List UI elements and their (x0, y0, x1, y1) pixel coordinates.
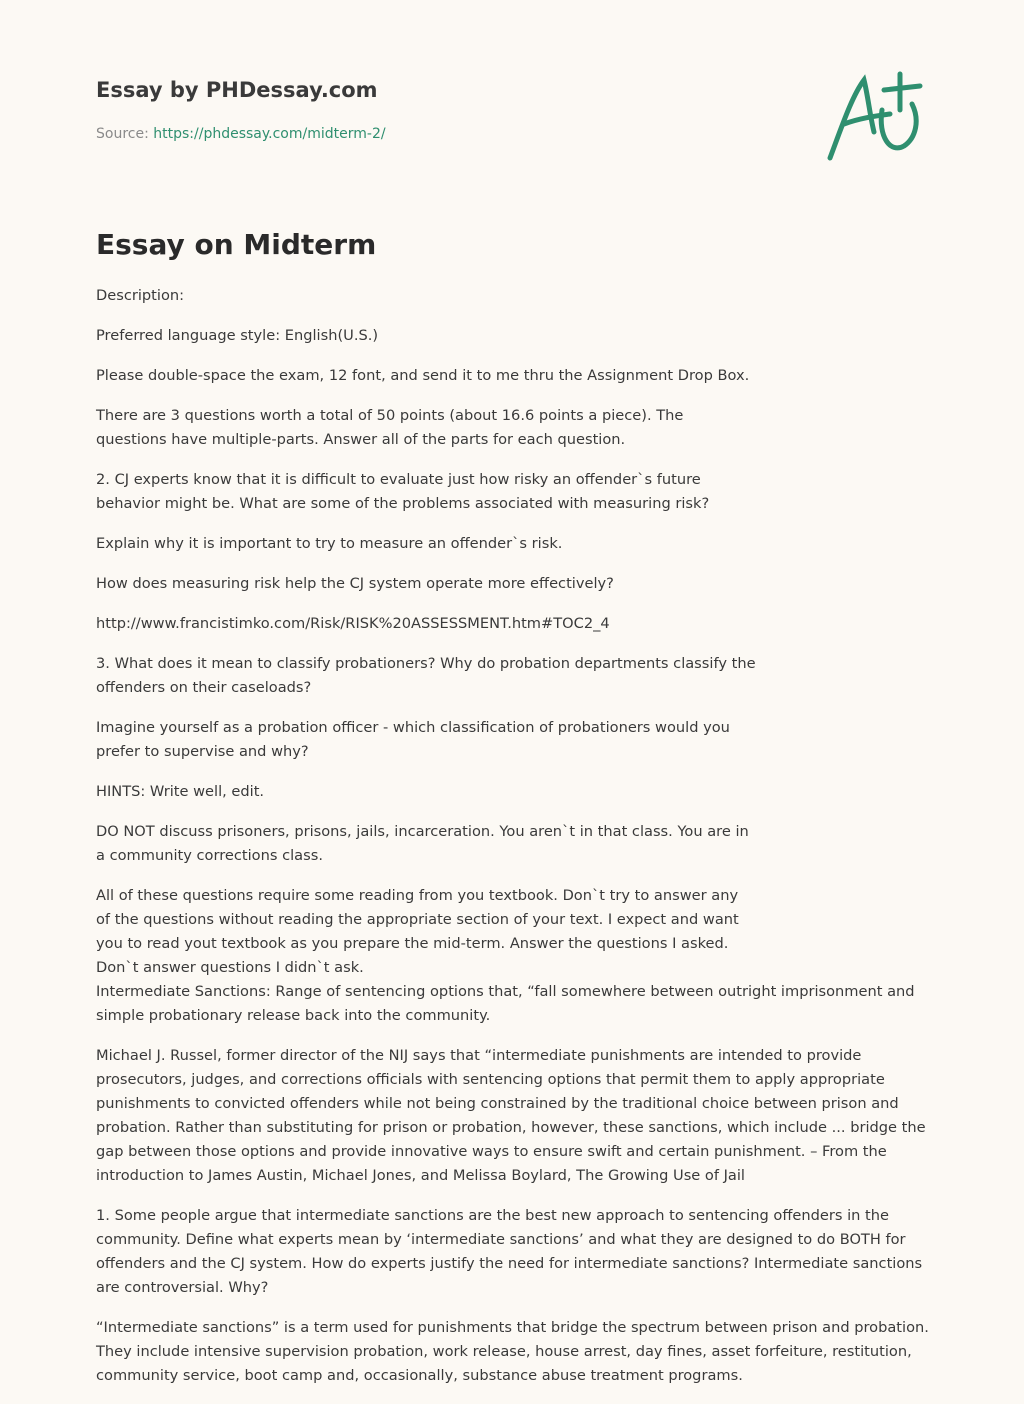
paragraph: All of these questions require some reading from you textbook. Don`t try to answer any of the questions without reading the appropriate section of your text. I expect and want you to read yout textbook as you prepare the mid-term. Answer the questions I asked. Don`t answer questions I didn`t ask. (96, 887, 739, 976)
paragraph: HINTS: Write well, edit. (96, 783, 265, 800)
paragraph: Imagine yourself as a probation officer - which classification of probationers would you prefer to supervise and why? (96, 719, 730, 760)
site-title: Essay by PHDessay.com (96, 78, 378, 102)
paragraph: 2. CJ experts know that it is difficult to evaluate just how risky an offender`s future behavior might be. What are some of the problems associated with measuring risk? (96, 471, 710, 512)
paragraph: Preferred language style: English(U.S.) (96, 327, 379, 344)
paragraph: Intermediate Sanctions: Range of sentencing options that, “fall somewhere between outright imprisonment and simple probationary release back into the community. (96, 983, 915, 1024)
paragraph: Please double-space the exam, 12 font, and send it to me thru the Assignment Drop Box. (96, 367, 750, 384)
source-link[interactable]: https://phdessay.com/midterm-2/ (153, 126, 386, 142)
paragraph: Explain why it is important to try to measure an offender`s risk. (96, 535, 563, 552)
paragraph: Michael J. Russel, former director of the NIJ says that “intermediate punishments are intended to provide prosecutors, judges, and corrections officials with sentencing options that permit them to apply appropriate punishments to convicted offenders while not being constrained by the traditional choice between prison and probation. Rather than substituting for prison or probation, however, these sanctions, which include ... bridge the gap between those options and provide innovative ways to ensure swift and certain punishment. – From the introduction to James Austin, Michael Jones, and Melissa Boylard, The Growing Use of Jail (96, 1047, 926, 1184)
paragraph: How does measuring risk help the CJ system operate more effectively? (96, 575, 614, 592)
paragraph: “Intermediate sanctions” is a term used for punishments that bridge the spectrum between prison and probation. They include intensive supervision probation, work release, house arrest, day fines, asset forfeiture, restitution, community service, boot camp and, occasionally, substance abuse treatment programs. (96, 1319, 929, 1384)
a-plus-logo-icon (820, 66, 932, 166)
paragraph: 3. What does it mean to classify probationers? Why do probation departments classify the offenders on their caseloads? (96, 655, 756, 696)
paragraph: DO NOT discuss prisoners, prisons, jails, incarceration. You aren`t in that class. You are in a community corrections class. (96, 823, 749, 864)
paragraph: Description: (96, 287, 185, 304)
paragraph-url: http://www.francistimko.com/Risk/RISK%20ASSESSMENT.htm#TOC2_4 (96, 615, 610, 632)
source-line (96, 124, 386, 144)
essay-body (96, 284, 932, 1404)
paragraph: 1. Some people argue that intermediate sanctions are the best new approach to sentencing offenders in the community. Define what experts mean by ‘intermediate sanctions’ and what they are designed to do BOTH for offenders and the CJ system. How do experts justify the need for intermediate sanctions? Intermediate sanctions are controversial. Why? (96, 1207, 923, 1296)
paragraph: There are 3 questions worth a total of 50 points (about 16.6 points a piece). The questions have multiple-parts. Answer all of the parts for each question. (96, 407, 684, 448)
essay-title: Essay on Midterm (96, 228, 377, 261)
source-label: Source: (96, 126, 154, 142)
